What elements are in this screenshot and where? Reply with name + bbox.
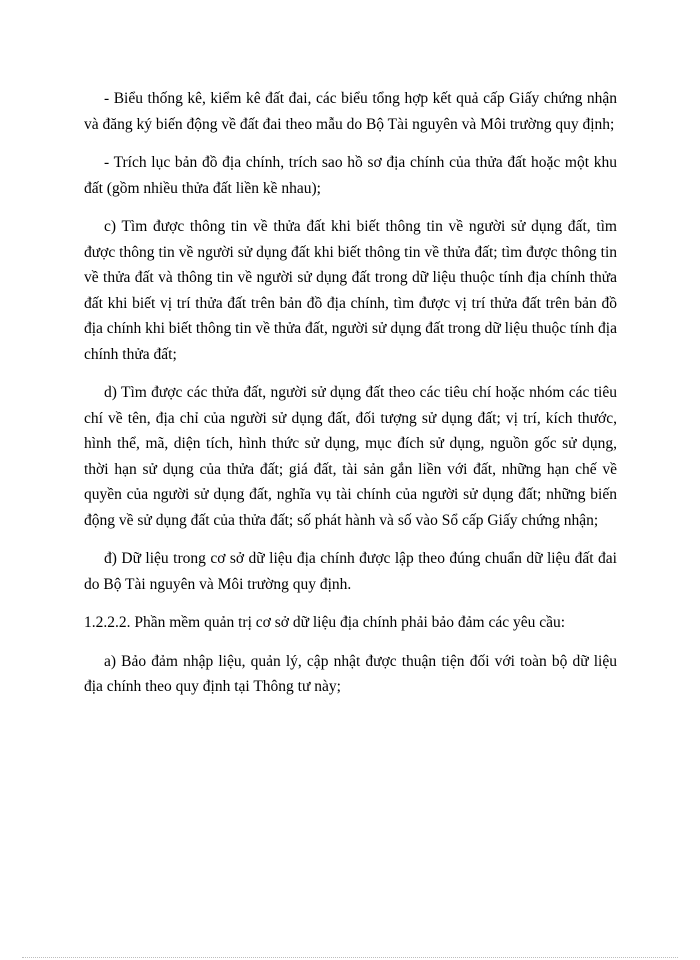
paragraph-bullet-statistics: - Biểu thống kê, kiểm kê đất đai, các biểu tổng hợp kết quả cấp Giấy chứng nhận và đăng ký biến động về đất đai theo mẫu do Bộ Tài nguyên và Môi trường quy định;	[84, 90, 617, 133]
paragraph-item-d: d) Tìm được các thửa đất, người sử dụng đất theo các tiêu chí hoặc nhóm các tiêu chí về tên, địa chỉ của người sử dụng đất, đối tượng sử dụng đất; vị trí, kích thước, hình thể, mã, diện tích, hình thức sử dụng, mục đích sử dụng, nguồn gốc sử dụng, thời hạn sử dụng của thửa đất; giá đất, tài sản gắn liền với đất, những hạn chế về quyền của người sử dụng đất, nghĩa vụ tài chính của người sử dụng đất; những biến động về sử dụng đất của thửa đất; số phát hành và số vào Sổ cấp Giấy chứng nhận;	[84, 384, 617, 529]
page-bottom-divider	[22, 957, 678, 958]
paragraph-item-dd: đ) Dữ liệu trong cơ sở dữ liệu địa chính được lập theo đúng chuẩn dữ liệu đất đai do Bộ Tài nguyên và Môi trường quy định.	[84, 550, 617, 593]
paragraph-item-c: c) Tìm được thông tin về thửa đất khi biết thông tin về người sử dụng đất, tìm được thông tin về người sử dụng đất khi biết thông tin về thửa đất; tìm được thông tin về thửa đất và thông tin về người sử dụng đất trong dữ liệu thuộc tính địa chính thửa đất khi biết vị trí thửa đất trên bản đồ địa chính, tìm được vị trí thửa đất trên bản đồ địa chính khi biết thông tin về thửa đất, người sử dụng đất trong dữ liệu thuộc tính địa chính thửa đất;	[84, 218, 617, 363]
paragraph-bullet-cadastral-extract: - Trích lục bản đồ địa chính, trích sao hồ sơ địa chính của thửa đất hoặc một khu đất (gồm nhiều thửa đất liền kề nhau);	[84, 154, 617, 197]
document-body	[84, 86, 617, 713]
paragraph-item-a: a) Bảo đảm nhập liệu, quản lý, cập nhật được thuận tiện đối với toàn bộ dữ liệu địa chính theo quy định tại Thông tư này;	[84, 652, 617, 695]
section-heading-1-2-2-2: 1.2.2.2. Phần mềm quản trị cơ sở dữ liệu địa chính phải bảo đảm các yêu cầu:	[84, 614, 566, 631]
